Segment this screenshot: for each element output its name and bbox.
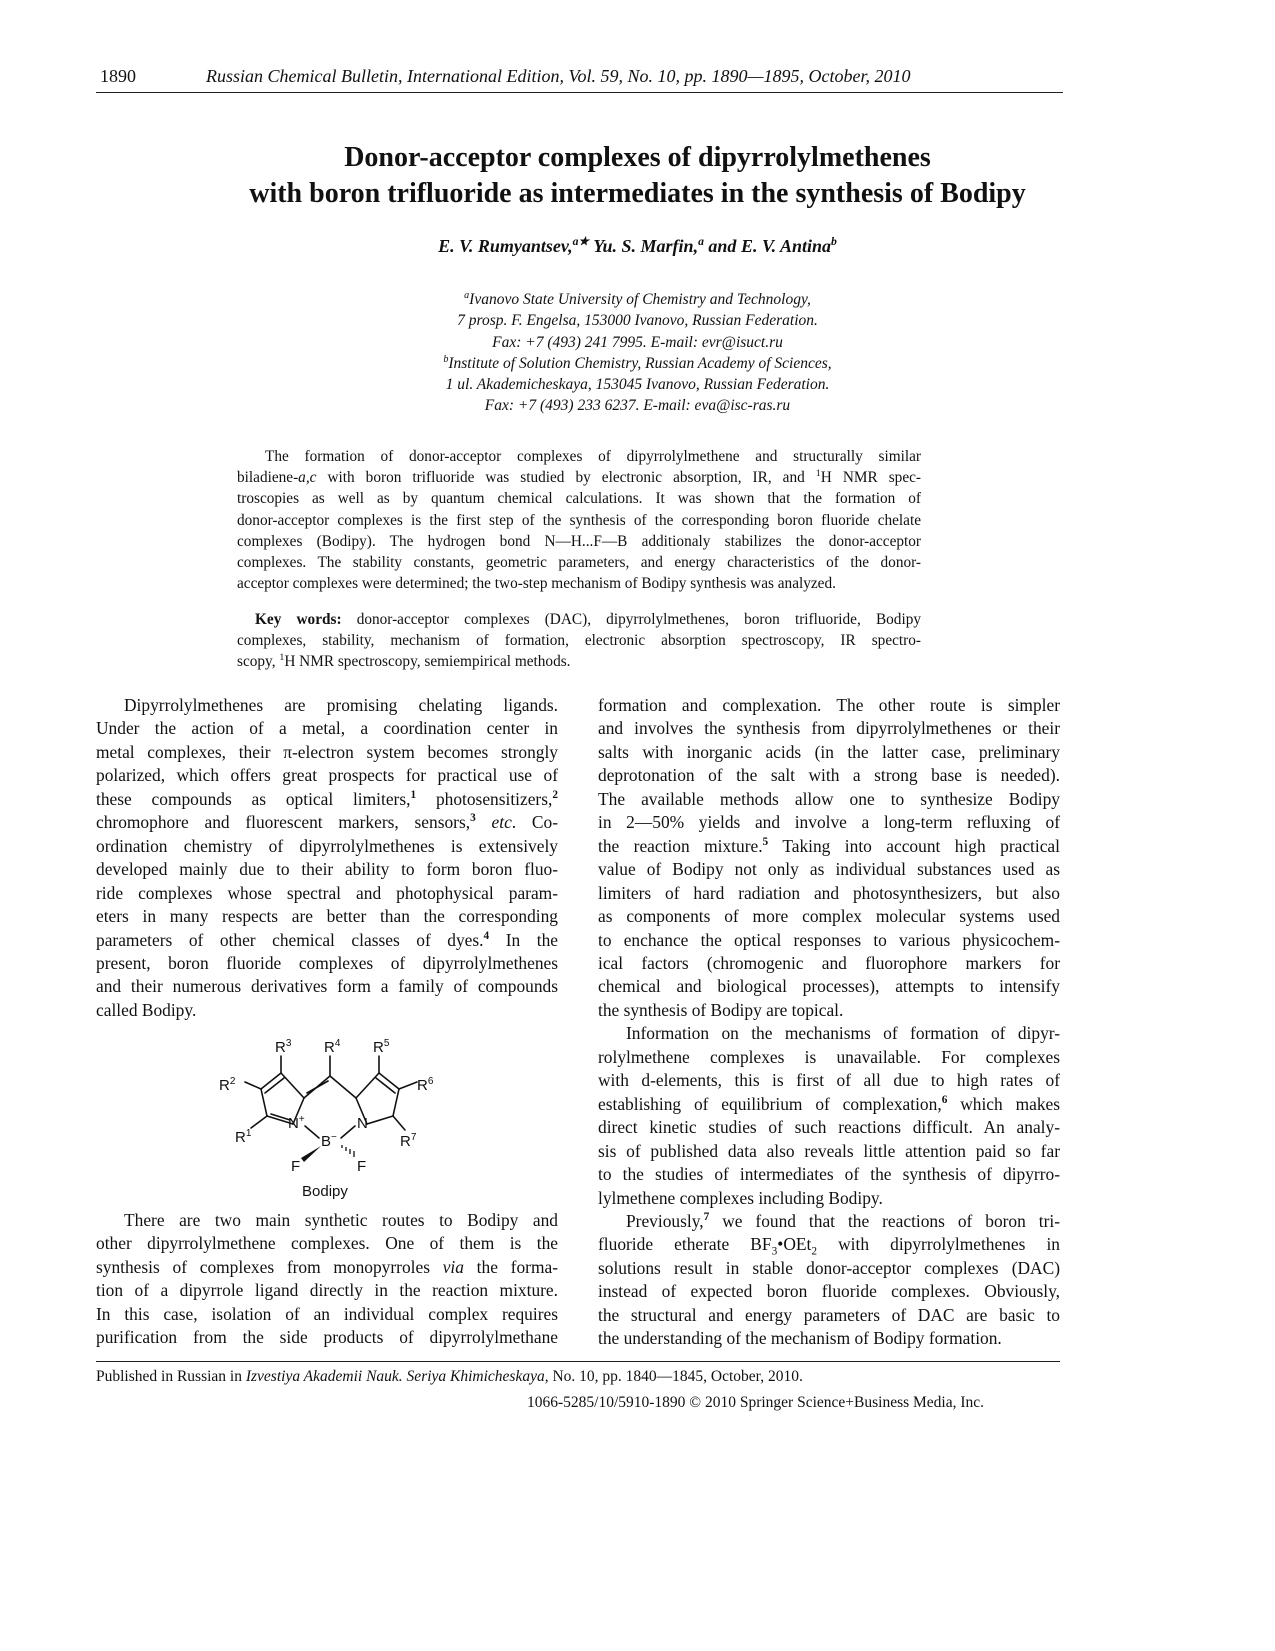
author-list: [100, 236, 1175, 257]
bond-lines: [245, 1056, 417, 1138]
body-line: ical factors (chromogenic and fluorophore markers for: [598, 952, 1060, 973]
body-line: formation and complexation. The other route is simpler: [598, 695, 1060, 715]
label-n-right: N: [357, 1115, 368, 1132]
body-line: There are two main synthetic routes to Bodipy and: [124, 1210, 558, 1230]
label-f-left: F: [291, 1158, 301, 1175]
body-line: the structural and energy parameters of DAC are basic to: [598, 1304, 1060, 1325]
label-r7: $R^7$: [400, 1132, 417, 1150]
body-line: Dipyrrolylmethenes are promising chelating ligands.: [124, 695, 558, 715]
left-column-paragraph-1: [96, 694, 558, 1022]
body-line: polarized, which offers great prospects for practical use of: [96, 765, 558, 786]
body-line: direct kinetic studies of such reactions difficult. An analy-: [598, 1117, 1060, 1138]
abstract-line: biladiene-a,c with boron trifluoride was studied by electronic absorption, IR, and $^1$H NMR spec-: [237, 468, 921, 487]
body-line: chemical and biological processes), attempts to intensify: [598, 976, 1060, 997]
body-line: present, boron fluoride complexes of dipyrrolylmethenes: [96, 952, 558, 973]
body-line: the understanding of the mechanism of Bodipy formation.: [598, 1328, 1002, 1349]
body-line: Information on the mechanisms of formation of dipyr-: [626, 1023, 1060, 1044]
body-line: developed mainly due to their ability to form boron fluo-: [96, 859, 558, 880]
body-line: deprotonation of the salt with a strong base is needed).: [598, 765, 1060, 786]
body-line: purification from the side products of dipyrrolylmethane: [96, 1327, 558, 1348]
body-line: chromophore and fluorescent markers, sensors,$^3$ etc. Co-: [96, 812, 558, 833]
body-line: ride complexes whose spectral and photophysical param-: [96, 882, 558, 903]
citation-ref: 4: [483, 929, 490, 942]
author-affil-mark: a★: [572, 235, 589, 248]
body-line: fluoride etherate $BF_3•OEt_2$ with dipyrrolylmethenes in: [598, 1234, 1061, 1258]
body-line: ordination chemistry of dipyrrolylmethenes is extensively: [96, 835, 558, 856]
body-line: sis of published data also reveals little attention paid so far: [598, 1140, 1060, 1161]
running-header: [96, 66, 1063, 93]
body-line: establishing of equilibrium of complexation,$^6$ which makes: [598, 1093, 1061, 1114]
affiliation-line: 1 ul. Akademicheskaya, 153045 Ivanovo, Russian Federation.: [445, 376, 830, 394]
body-line: to the studies of intermediates of the synthesis of dipyrro-: [598, 1164, 1060, 1185]
body-line: other dipyrrolylmethene complexes. One of them is the: [96, 1233, 558, 1254]
body-line: with d-elements, this is first of all due to high rates of: [598, 1070, 1060, 1091]
label-r2: $R^2$: [219, 1076, 236, 1094]
keywords-label: Key words:: [255, 611, 342, 628]
body-line: called Bodipy.: [96, 999, 197, 1020]
right-column: [598, 694, 1060, 1351]
publication-note: Published in Russian in Izvestiya Akademii Nauk. Seriya Khimicheskaya, No. 10, pp. 1840—1845, October, 2010.: [96, 1368, 803, 1385]
label-n-left: N+: [288, 1114, 305, 1132]
affiliation-line: Fax: +7 (493) 241 7995. E-mail: evr@isuct.ru: [492, 333, 783, 351]
body-line: solutions result in stable donor-acceptor complexes (DAC): [598, 1257, 1060, 1278]
keywords-line: scopy, $^1$H NMR spectroscopy, semiempirical methods.: [237, 652, 571, 671]
citation-ref: 5: [762, 835, 769, 848]
affiliation-line: Fax: +7 (493) 233 6237. E-mail: eva@isc-ras.ru: [484, 397, 791, 415]
left-column-paragraph-2: [96, 1209, 558, 1350]
keywords: [237, 609, 921, 673]
author-name: E. V. Rumyantsev,: [438, 236, 573, 256]
keywords-line: Key words: donor-acceptor complexes (DAC), dipyrrolylmethenes, boron trifluoride, Bodipy: [255, 611, 921, 628]
body-line: In this case, isolation of an individual complex requires: [96, 1303, 558, 1324]
label-f-right: F: [357, 1158, 367, 1175]
body-line: tion of a dipyrrole ligand directly in the reaction mixture.: [96, 1280, 558, 1301]
abstract: [237, 446, 921, 594]
label-boron: B−: [321, 1132, 337, 1150]
citation-ref: 7: [703, 1211, 710, 1224]
body-line: to enchance the optical responses to various physicochem-: [598, 929, 1060, 950]
abstract-line: acceptor complexes were determined; the two-step mechanism of Bodipy synthesis was analyzed.: [237, 575, 836, 593]
body-line: in 2—50% yields and involve a long-term refluxing of: [598, 812, 1060, 833]
body-line: limiters of hard radiation and photosynthesizers, but also: [598, 882, 1060, 903]
body-line: Previously,$^7$ we found that the reactions of boron tri-: [626, 1210, 1060, 1231]
body-line: and their numerous derivatives form a family of compounds: [96, 976, 558, 997]
body-line: value of Bodipy not only as individual substances used as: [598, 859, 1060, 880]
citation-ref: 2: [552, 789, 558, 802]
affil-mark: b: [443, 353, 449, 365]
body-line: rolylmethene complexes is unavailable. For complexes: [598, 1046, 1060, 1067]
body-line: metal complexes, their π-electron system becomes strongly: [96, 741, 558, 762]
body-line: and involves the synthesis from dipyrrolylmethenes or their: [598, 718, 1060, 739]
label-r1: $R^1$: [235, 1128, 252, 1146]
title-line-2: with boron trifluoride as intermediates in the synthesis of Bodipy: [249, 178, 1026, 209]
affiliation-line: $^b$Institute of Solution Chemistry, Russian Academy of Sciences,: [443, 353, 832, 372]
body-line: the synthesis of Bodipy are topical.: [598, 999, 844, 1020]
affiliation-line: $^a$Ivanovo State University of Chemistry and Technology,: [464, 289, 811, 308]
keywords-line: complexes, stability, mechanism of formation, electronic absorption spectroscopy, IR spectro-: [237, 632, 921, 650]
body-line: salts with inorganic acids (in the latter case, preliminary: [598, 741, 1060, 762]
body-line: as components of more complex molecular systems used: [598, 906, 1060, 927]
label-r5: $R^5$: [373, 1038, 390, 1056]
abstract-line: donor-acceptor complexes is the first step of the synthesis of the corresponding boron fluoride chelate: [237, 511, 921, 529]
footer-divider: [96, 1361, 1060, 1362]
hashed-bond: [342, 1145, 354, 1157]
journal-citation: Russian Chemical Bulletin, International Edition, Vol. 59, No. 10, pp. 1890—1895, October, 2010: [206, 66, 911, 86]
author-and: and: [708, 236, 737, 256]
label-r3: $R^3$: [275, 1038, 292, 1056]
page-number: 1890: [100, 66, 136, 86]
wedge-bond: [301, 1146, 321, 1162]
body-line: lylmethene complexes including Bodipy.: [598, 1187, 883, 1208]
abstract-line: complexes. The stability constants, geometric parameters, and energy characteristics of the donor-: [237, 554, 921, 572]
body-line: The available methods allow one to synthesize Bodipy: [598, 788, 1060, 809]
bodipy-structure-figure: [205, 1036, 455, 1200]
body-line: parameters of other chemical classes of dyes.$^4$ In the: [96, 929, 558, 950]
bodipy-structure-svg: [205, 1036, 455, 1200]
title-line-1: Donor-acceptor complexes of dipyrrolylmethenes: [344, 142, 931, 173]
abstract-line: The formation of donor-acceptor complexes of dipyrrolylmethene and structurally similar: [265, 448, 921, 465]
abstract-line: complexes (Bodipy). The hydrogen bond N—H...F—B additionaly stabilizes the donor-acceptor: [237, 532, 921, 550]
body-line: Under the action of a metal, a coordination center in: [96, 718, 558, 739]
author-affil-mark: b: [831, 235, 837, 248]
citation-ref: 6: [941, 1093, 948, 1106]
label-r4: $R^4$: [324, 1038, 341, 1056]
body-line: eters in many respects are better than the corresponding: [96, 906, 558, 927]
body-line: instead of expected boron fluoride complexes. Obviously,: [598, 1281, 1060, 1302]
paper-title: [100, 140, 1175, 212]
affil-mark: a: [464, 289, 470, 301]
affiliations: [100, 289, 1175, 417]
label-r6: $R^6$: [417, 1076, 434, 1094]
abstract-line: troscopies as well as by quantum chemical calculations. It was shown that the formation of: [237, 490, 921, 508]
author-name: E. V. Antina: [740, 236, 831, 256]
figure-caption: Bodipy: [302, 1183, 348, 1200]
citation-ref: 1: [410, 789, 417, 802]
body-line: these compounds as optical limiters,$^1$ photosensitizers,$^2$: [96, 788, 558, 809]
author-name: Yu. S. Marfin,: [593, 236, 699, 256]
affiliation-line: 7 prosp. F. Engelsa, 153000 Ivanovo, Russian Federation.: [457, 312, 818, 330]
copyright-line: 1066-5285/10/5910-1890 © 2010 Springer Science+Business Media, Inc.: [527, 1394, 985, 1411]
citation-ref: 3: [470, 812, 476, 825]
author-affil-mark: a: [698, 235, 704, 248]
body-line: synthesis of complexes from monopyrroles via the forma-: [96, 1256, 558, 1277]
body-line: the reaction mixture.$^5$ Taking into account high practical: [598, 835, 1060, 856]
